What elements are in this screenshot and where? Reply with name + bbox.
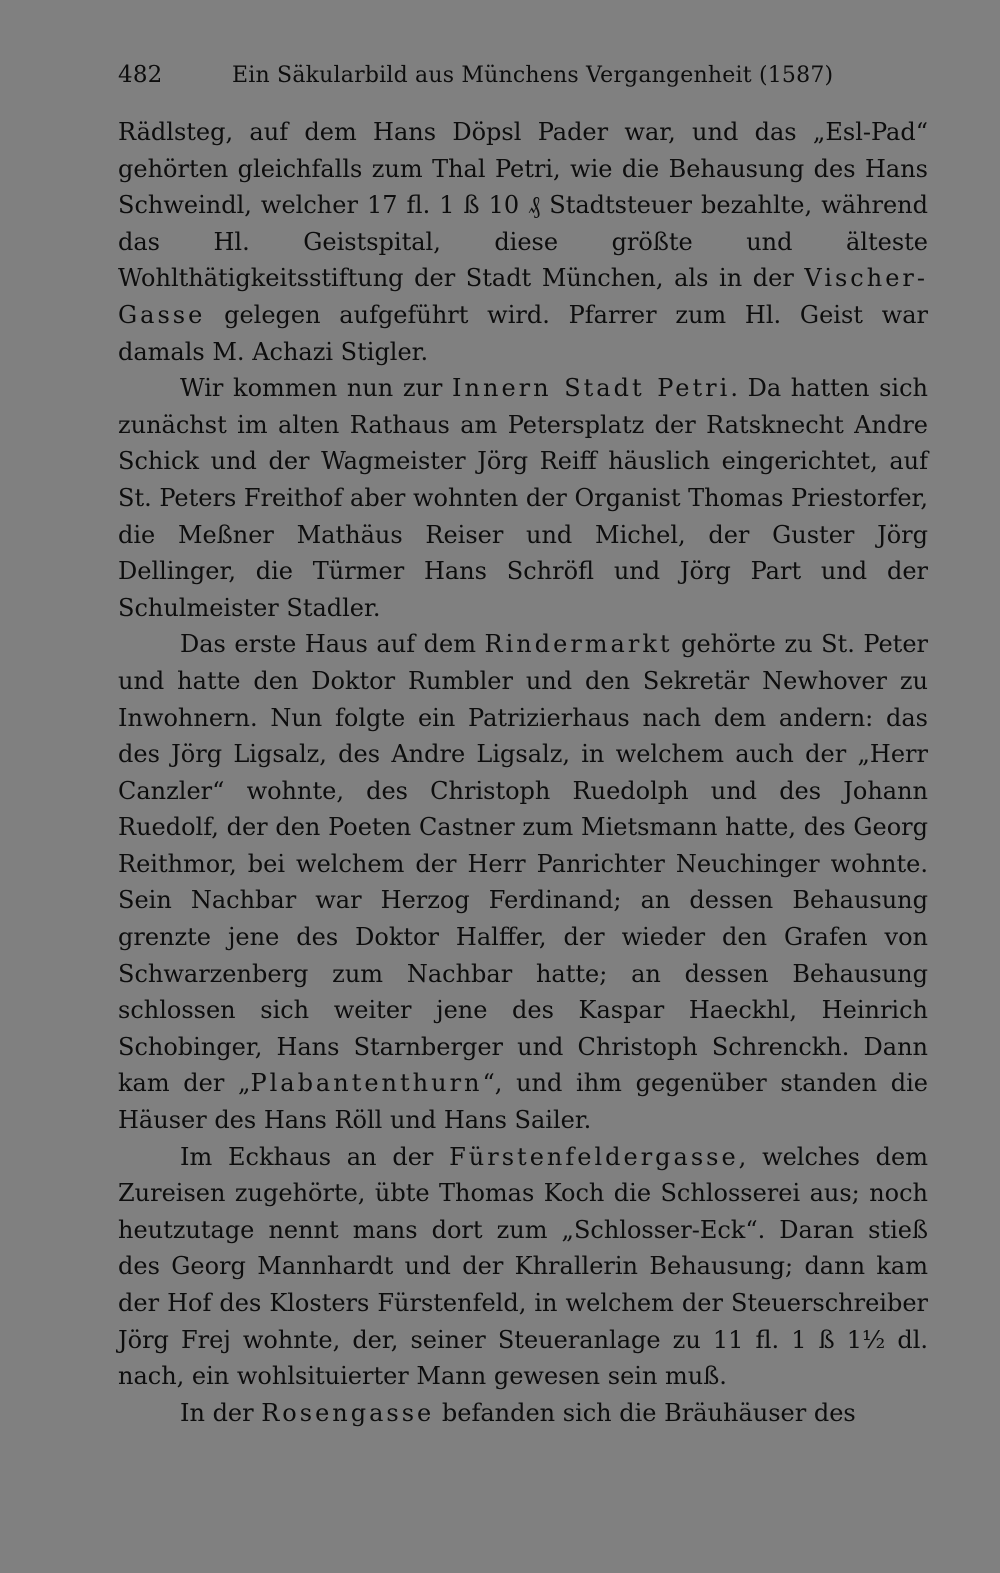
text-run: “, und ihm gegenüber standen die Häuser des Hans Röll und Hans Sailer. (118, 1069, 929, 1135)
paragraph-5 (118, 1395, 928, 1432)
text-run: gehörte zu St. Peter und hatte den Doktor Rumbler und den Sekretär Newhover zu Inwohnern. Nun folgte ein Patrizierhaus nach dem andern: das des Jörg Ligsalz, des Andre Ligsalz, in welchem auch der „Herr Canzler“ wohnte, des Christoph Ruedolph und des Johann Ruedolf, der den Poeten Castner zum Mietsmann hatte, des Georg Reithmor, bei welchem der Herr Panrichter Neuchinger wohnte. Sein Nachbar war Herzog Ferdinand; an dessen Behausung grenzte jene des Doktor Halffer, der wieder den Grafen von Schwarzenberg zum Nachbar hatte; an dessen Behausung schlossen sich weiter jene des Kaspar Haeckhl, Heinrich Schobinger, Hans Starnberger und Christoph Schrenckh. Dann kam der „ (118, 630, 928, 1098)
spaced-street-name: Rosengasse (261, 1398, 435, 1427)
paragraph-4 (118, 1139, 928, 1395)
body-text (118, 114, 928, 1431)
running-title: Ein Säkularbild aus Münchens Vergangenheit (1587) (232, 63, 834, 88)
page-number: 482 (118, 62, 163, 88)
spaced-street-name: Fürstenfeldergasse (449, 1142, 739, 1171)
spaced-tower-name: Plabantenthurn (250, 1069, 483, 1098)
text-run: Wir kommen nun zur (180, 374, 453, 403)
book-page (118, 62, 928, 1431)
text-run: . Da hatten sich zunächst im alten Rathaus am Petersplatz der Ratsknecht Andre Schick und der Wagmeister Jörg Reiff häuslich eingerichtet, auf St. Peters Freithof aber wohnten der Organist Thomas Priestorfer, die Meßner Mathäus Reiser und Michel, der Guster Jörg Dellinger, die Türmer Hans Schröfl und Jörg Part und der Schulmeister Stadler. (118, 374, 928, 622)
spaced-street-name: Vischer-Gasse (118, 264, 928, 329)
text-run: , welches dem Zureisen zugehörte, übte Thomas Koch die Schlosserei aus; noch heutzutage nennt mans dort zum „Schlosser-Eck“. Daran stieß des Georg Mannhardt und der Khrallerin Behausung; dann kam der Hof des Klosters Fürstenfeld, in welchem der Steuerschreiber Jörg Frej wohnte, der, seiner Steueranlage zu 11 fl. 1 ß 1½ dl. nach, ein wohlsituierter Mann gewesen sein muß. (118, 1142, 928, 1391)
spaced-street-name: Rindermarkt (484, 630, 673, 659)
paragraph-2 (118, 370, 928, 626)
paragraph-1 (118, 114, 928, 370)
text-run: Im Eckhaus an der (180, 1142, 450, 1171)
text-run: befanden sich die Bräuhäuser des (434, 1398, 856, 1427)
text-run: Rädlsteg, auf dem Hans Döpsl Pader war, und das „Esl-Pad“ gehörten gleichfalls zum Thal Petri, wie die Behausung des Hans Schweindl, welcher 17 fl. 1 ß 10 ₰ Stadtsteuer bezahlte, während das Hl. Geistspital, diese größte und älteste Wohlthätigkeitsstiftung der Stadt München, als in der (118, 118, 928, 293)
spaced-district-name: Innern Stadt Petri (452, 374, 731, 403)
paragraph-3 (118, 626, 928, 1138)
text-run: In der (180, 1398, 262, 1427)
text-run: gelegen aufgeführt wird. Pfarrer zum Hl. Geist war damals M. Achazi Stigler. (118, 300, 928, 366)
text-run: Das erste Haus auf dem (180, 630, 485, 659)
page-header (118, 62, 928, 106)
